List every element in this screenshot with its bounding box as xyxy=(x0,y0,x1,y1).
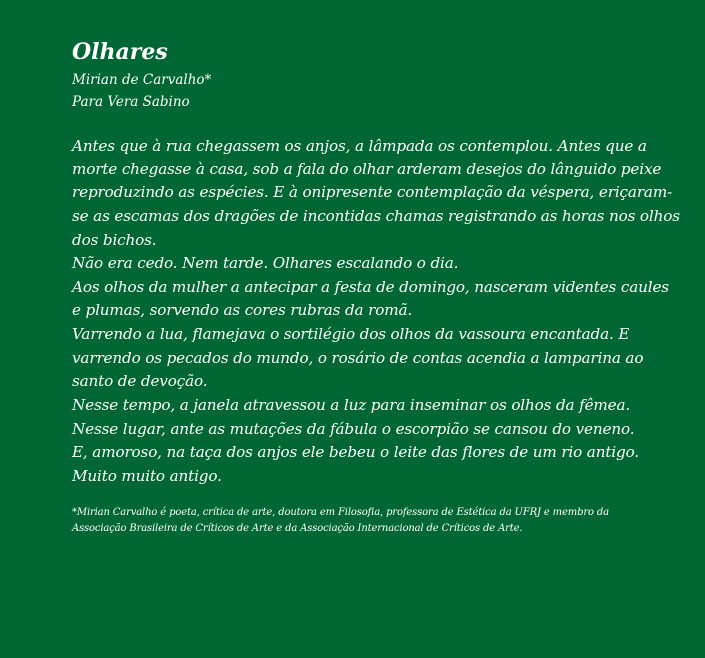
poem-author: Mirian de Carvalho* xyxy=(72,72,212,88)
poem-line: Não era cedo. Nem tarde. Olhares escalando o dia. xyxy=(72,254,459,272)
poem-line: Nesse tempo, a janela atravessou a luz para inseminar os olhos da fêmea. xyxy=(72,396,631,414)
poem-line: Nesse lugar, ante as mutações da fábula o escorpião se cansou do veneno. xyxy=(72,420,635,438)
footnote-line: *Mirian Carvalho é poeta, crítica de arte, doutora em Filosofia, professora de Estética da UFRJ e membro da xyxy=(72,507,609,518)
poem-line: Aos olhos da mulher a antecipar a festa de domingo, nasceram videntes caules xyxy=(72,278,669,296)
footnote-line: Associação Brasileira de Críticos de Arte e da Associação Internacional de Críticos de Arte. xyxy=(72,523,523,534)
poem-line: morte chegasse à casa, sob a fala do olhar arderam desejos do lânguido peixe xyxy=(72,160,662,178)
poem-dedication: Para Vera Sabino xyxy=(72,94,190,110)
poem-line: E, amoroso, na taça dos anjos ele bebeu o leite das flores de um rio antigo. xyxy=(72,443,639,461)
poem-title: Olhares xyxy=(72,39,168,65)
poem-line: e plumas, sorvendo as cores rubras da romã. xyxy=(72,301,413,319)
poem-line: dos bichos. xyxy=(72,231,157,249)
poem-line: reproduzindo as espécies. E à onipresente contemplação da véspera, eriçaram- xyxy=(72,183,673,201)
poem-line: Varrendo a lua, flamejava o sortilégio dos olhos da vassoura encantada. E xyxy=(72,325,630,343)
poem-line: varrendo os pecados do mundo, o rosário de contas acendia a lamparina ao xyxy=(72,349,644,367)
poem-line: Antes que à rua chegassem os anjos, a lâmpada os contemplou. Antes que a xyxy=(72,137,647,155)
poem-line: Muito muito antigo. xyxy=(72,467,222,485)
poem-line: se as escamas dos dragões de incontidas chamas registrando as horas nos olhos xyxy=(72,207,680,225)
poem-line: santo de devoção. xyxy=(72,372,208,390)
